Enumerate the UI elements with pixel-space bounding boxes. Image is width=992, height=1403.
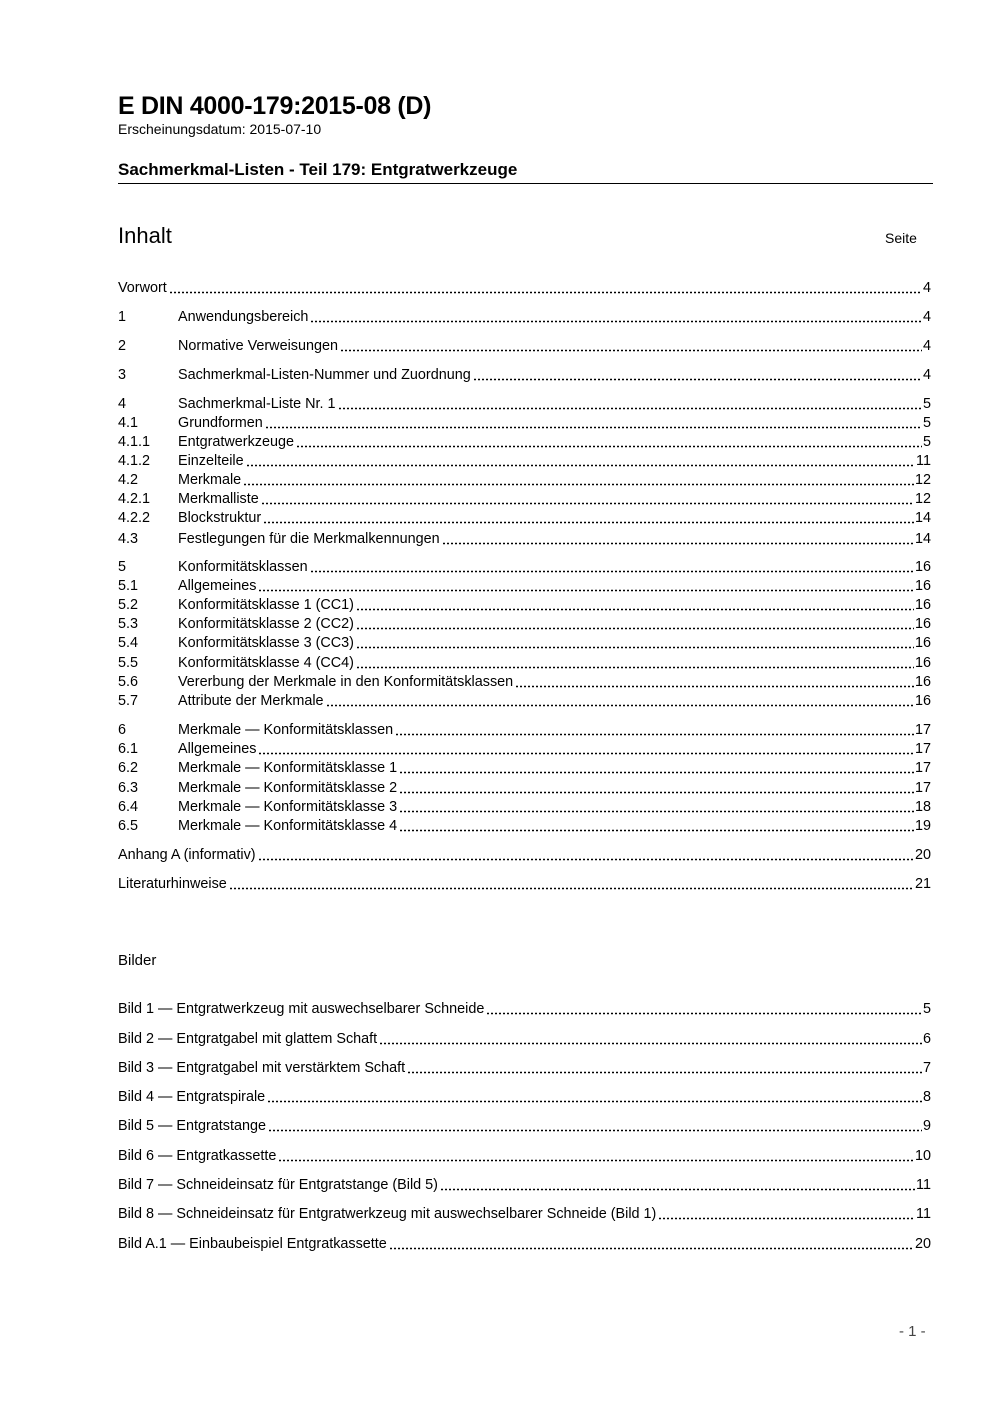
toc-entry-label: Blockstruktur (178, 510, 262, 526)
toc-entry-page: 5 (922, 396, 931, 412)
toc-entry-page: 16 (914, 616, 931, 632)
toc-entry-number: 3 (118, 367, 127, 383)
toc-entry-number: 4.1.2 (118, 453, 151, 469)
figure-entry[interactable] (118, 1088, 931, 1107)
figure-entry-label: Bild 5 — Entgratstange (118, 1118, 266, 1134)
dot-leader (340, 349, 922, 352)
toc-entry-number: 4.3 (118, 531, 139, 547)
dot-leader (258, 858, 914, 861)
figure-entry[interactable] (118, 1205, 931, 1224)
dot-leader (246, 464, 915, 467)
toc-entry[interactable] (118, 875, 931, 894)
figure-entry[interactable] (118, 1176, 931, 1195)
figure-entry-label: Bild 8 — Schneideinsatz für Entgratwerkzeug mit auswechselbarer Schneide (Bild 1) (118, 1206, 657, 1222)
dot-leader (440, 1188, 915, 1191)
toc-entry[interactable] (118, 509, 931, 528)
toc-entry-label: Merkmale — Konformitätsklasse 2 (178, 780, 398, 796)
figure-entry[interactable] (118, 1235, 931, 1254)
toc-entry[interactable] (118, 692, 931, 711)
toc-entry-number: 4.2 (118, 472, 139, 488)
toc-entry-number: 5.3 (118, 616, 139, 632)
page-number: - 1 - (899, 1323, 926, 1340)
toc-entry-page: 5 (922, 415, 931, 431)
toc-entry-number: 5 (118, 559, 127, 575)
toc-entry-number: 6.1 (118, 741, 139, 757)
toc-entry-label: Allgemeines (178, 578, 257, 594)
toc-entry-page: 14 (914, 531, 931, 547)
toc-entry-page: 18 (914, 799, 931, 815)
dot-leader (265, 426, 922, 429)
dot-leader (389, 1247, 914, 1250)
toc-entry-number: 4.2.2 (118, 510, 151, 526)
dot-leader (258, 752, 914, 755)
toc-entry[interactable] (118, 490, 931, 509)
dot-leader (278, 1159, 914, 1162)
toc-entry-page: 16 (914, 597, 931, 613)
toc-entry[interactable] (118, 779, 931, 798)
toc-entry-page: 4 (922, 280, 931, 296)
toc-entry[interactable] (118, 395, 931, 414)
toc-entry-number: 6.4 (118, 799, 139, 815)
toc-entry[interactable] (118, 279, 931, 298)
toc-entry-number: 5.2 (118, 597, 139, 613)
toc-entry-label: Vererbung der Merkmale in den Konformitätsklassen (178, 674, 514, 690)
toc-entry[interactable] (118, 634, 931, 653)
toc-entry-number: 2 (118, 338, 127, 354)
toc-entry-label: Normative Verweisungen (178, 338, 338, 354)
figure-entry-label: Bild 4 — Entgratspirale (118, 1089, 266, 1105)
dot-leader (658, 1217, 915, 1220)
dot-leader (338, 407, 922, 410)
toc-entry-label: Vorwort (118, 280, 167, 296)
dot-leader (399, 791, 914, 794)
toc-heading: Inhalt (118, 223, 172, 248)
toc-entry-label: Konformitätsklasse 2 (CC2) (178, 616, 354, 632)
toc-entry-label: Konformitätsklasse 1 (CC1) (178, 597, 354, 613)
figure-entry[interactable] (118, 1030, 931, 1049)
toc-entry-label: Sachmerkmal-Liste Nr. 1 (178, 396, 336, 412)
toc-entry[interactable] (118, 337, 931, 356)
toc-entry-page: 19 (914, 818, 931, 834)
toc-entry-page: 16 (914, 559, 931, 575)
figure-entry-label: Bild A.1 — Einbaubeispiel Entgratkassette (118, 1236, 387, 1252)
figure-entry-label: Bild 2 — Entgratgabel mit glattem Schaft (118, 1031, 378, 1047)
toc-entry-label: Merkmale — Konformitätsklasse 3 (178, 799, 398, 815)
dot-leader (486, 1012, 922, 1015)
toc-entry-label: Merkmale (178, 472, 242, 488)
toc-entry[interactable] (118, 673, 931, 692)
toc-entry-page: 16 (914, 578, 931, 594)
toc-entry[interactable] (118, 577, 931, 596)
toc-entry-label: Merkmale — Konformitätsklasse 1 (178, 760, 398, 776)
toc-entry-label: Literaturhinweise (118, 876, 227, 892)
dot-leader (310, 320, 922, 323)
toc-entry-page: 16 (914, 655, 931, 671)
figure-entry-page: 11 (916, 1177, 931, 1193)
toc-entry-label: Merkmale — Konformitätsklasse 4 (178, 818, 398, 834)
figure-entry-page: 9 (922, 1118, 931, 1134)
toc-entry-page: 20 (914, 847, 931, 863)
toc-entry-number: 6 (118, 722, 127, 738)
figure-entry-label: Bild 7 — Schneideinsatz für Entgratstange (Bild 5) (118, 1177, 438, 1193)
toc-entry-label: Attribute der Merkmale (178, 693, 324, 709)
toc-entry-page: 12 (914, 491, 931, 507)
dot-leader (229, 887, 914, 890)
toc-entry[interactable] (118, 740, 931, 759)
toc-entry-page: 4 (922, 309, 931, 325)
toc-entry[interactable] (118, 846, 931, 865)
toc-entry-page: 17 (914, 780, 931, 796)
dot-leader (379, 1042, 922, 1045)
toc-entry[interactable] (118, 654, 931, 673)
title-divider (118, 183, 933, 184)
toc-entry-label: Konformitätsklasse 4 (CC4) (178, 655, 354, 671)
toc-entry-page: 21 (914, 876, 931, 892)
toc-entry-page: 4 (922, 367, 931, 383)
toc-entry[interactable] (118, 471, 931, 490)
dot-leader (267, 1100, 922, 1103)
figure-entry-page: 6 (922, 1031, 931, 1047)
toc-entry-label: Einzelteile (178, 453, 244, 469)
figures-heading: Bilder (118, 952, 157, 969)
toc-entry-number: 5.1 (118, 578, 139, 594)
toc-entry-number: 5.5 (118, 655, 139, 671)
dot-leader (326, 704, 914, 707)
toc-entry-page: 4 (922, 338, 931, 354)
dot-leader (356, 627, 914, 630)
dot-leader (356, 666, 914, 669)
toc-entry[interactable] (118, 798, 931, 817)
toc-entry[interactable] (118, 433, 931, 452)
dot-leader (515, 685, 914, 688)
toc-entry-label: Sachmerkmal-Listen-Nummer und Zuordnung (178, 367, 471, 383)
toc-entry-number: 5.7 (118, 693, 139, 709)
toc-entry-label: Anhang A (informativ) (118, 847, 256, 863)
dot-leader (296, 445, 922, 448)
document-title: E DIN 4000-179:2015-08 (D) (118, 92, 432, 120)
toc-entry-page: 17 (914, 722, 931, 738)
dot-leader (258, 589, 914, 592)
toc-entry-number: 5.6 (118, 674, 139, 690)
toc-entry-label: Grundformen (178, 415, 263, 431)
figure-entry[interactable] (118, 1147, 931, 1166)
toc-entry-page: 5 (922, 434, 931, 450)
toc-entry-number: 4.2.1 (118, 491, 151, 507)
dot-leader (399, 829, 914, 832)
toc-entry-page: 17 (914, 760, 931, 776)
toc-entry-label: Konformitätsklassen (178, 559, 308, 575)
figure-entry-page: 10 (914, 1148, 931, 1164)
toc-entry-label: Festlegungen für die Merkmalkennungen (178, 531, 440, 547)
dot-leader (399, 771, 914, 774)
toc-entry-label: Entgratwerkzeuge (178, 434, 294, 450)
toc-entry[interactable] (118, 817, 931, 836)
toc-entry[interactable] (118, 759, 931, 778)
figure-entry-page: 8 (922, 1089, 931, 1105)
toc-entry-page: 16 (914, 635, 931, 651)
figure-entry[interactable] (118, 1059, 931, 1078)
dot-leader (263, 521, 914, 524)
document-subtitle: Sachmerkmal-Listen - Teil 179: Entgratwerkzeuge (118, 160, 518, 179)
toc-entry-number: 6.5 (118, 818, 139, 834)
toc-entry-page: 12 (914, 472, 931, 488)
toc-entry-page: 16 (914, 674, 931, 690)
figure-entry-label: Bild 6 — Entgratkassette (118, 1148, 277, 1164)
toc-entry[interactable] (118, 308, 931, 327)
figure-entry-page: 11 (916, 1206, 931, 1222)
toc-entry[interactable] (118, 721, 931, 740)
toc-entry-number: 6.3 (118, 780, 139, 796)
publication-date: Erscheinungsdatum: 2015-07-10 (118, 121, 322, 137)
dot-leader (399, 810, 914, 813)
figure-entry-page: 20 (914, 1236, 931, 1252)
dot-leader (442, 542, 914, 545)
dot-leader (395, 733, 914, 736)
figure-entry-page: 5 (922, 1001, 931, 1017)
toc-entry[interactable] (118, 414, 931, 433)
toc-entry-number: 4.1 (118, 415, 139, 431)
toc-entry-number: 4 (118, 396, 127, 412)
dot-leader (268, 1129, 922, 1132)
dot-leader (356, 608, 914, 611)
toc-entry-page: 14 (914, 510, 931, 526)
toc-entry[interactable] (118, 596, 931, 615)
toc-entry-label: Merkmale — Konformitätsklassen (178, 722, 394, 738)
toc-page-column-label: Seite (885, 230, 917, 246)
figure-entry-page: 7 (922, 1060, 931, 1076)
dot-leader (356, 646, 914, 649)
toc-entry-number: 4.1.1 (118, 434, 151, 450)
toc-entry[interactable] (118, 558, 931, 577)
dot-leader (261, 502, 914, 505)
toc-entry-label: Allgemeines (178, 741, 257, 757)
toc-entry[interactable] (118, 366, 931, 385)
figure-entry[interactable] (118, 1117, 931, 1136)
toc-entry-label: Anwendungsbereich (178, 309, 309, 325)
dot-leader (243, 483, 914, 486)
toc-entry-page: 17 (914, 741, 931, 757)
figure-entry-label: Bild 1 — Entgratwerkzeug mit auswechselbarer Schneide (118, 1001, 485, 1017)
toc-entry[interactable] (118, 530, 931, 549)
toc-entry-number: 5.4 (118, 635, 139, 651)
toc-entry-page: 11 (916, 453, 931, 469)
dot-leader (473, 378, 922, 381)
toc-entry-page: 16 (914, 693, 931, 709)
dot-leader (310, 570, 914, 573)
toc-entry[interactable] (118, 452, 931, 471)
dot-leader (169, 291, 922, 294)
figure-entry[interactable] (118, 1000, 931, 1019)
toc-entry[interactable] (118, 615, 931, 634)
toc-entry-number: 1 (118, 309, 127, 325)
figure-entry-label: Bild 3 — Entgratgabel mit verstärktem Schaft (118, 1060, 406, 1076)
toc-entry-label: Konformitätsklasse 3 (CC3) (178, 635, 354, 651)
toc-entry-number: 6.2 (118, 760, 139, 776)
dot-leader (407, 1071, 922, 1074)
toc-entry-label: Merkmalliste (178, 491, 259, 507)
